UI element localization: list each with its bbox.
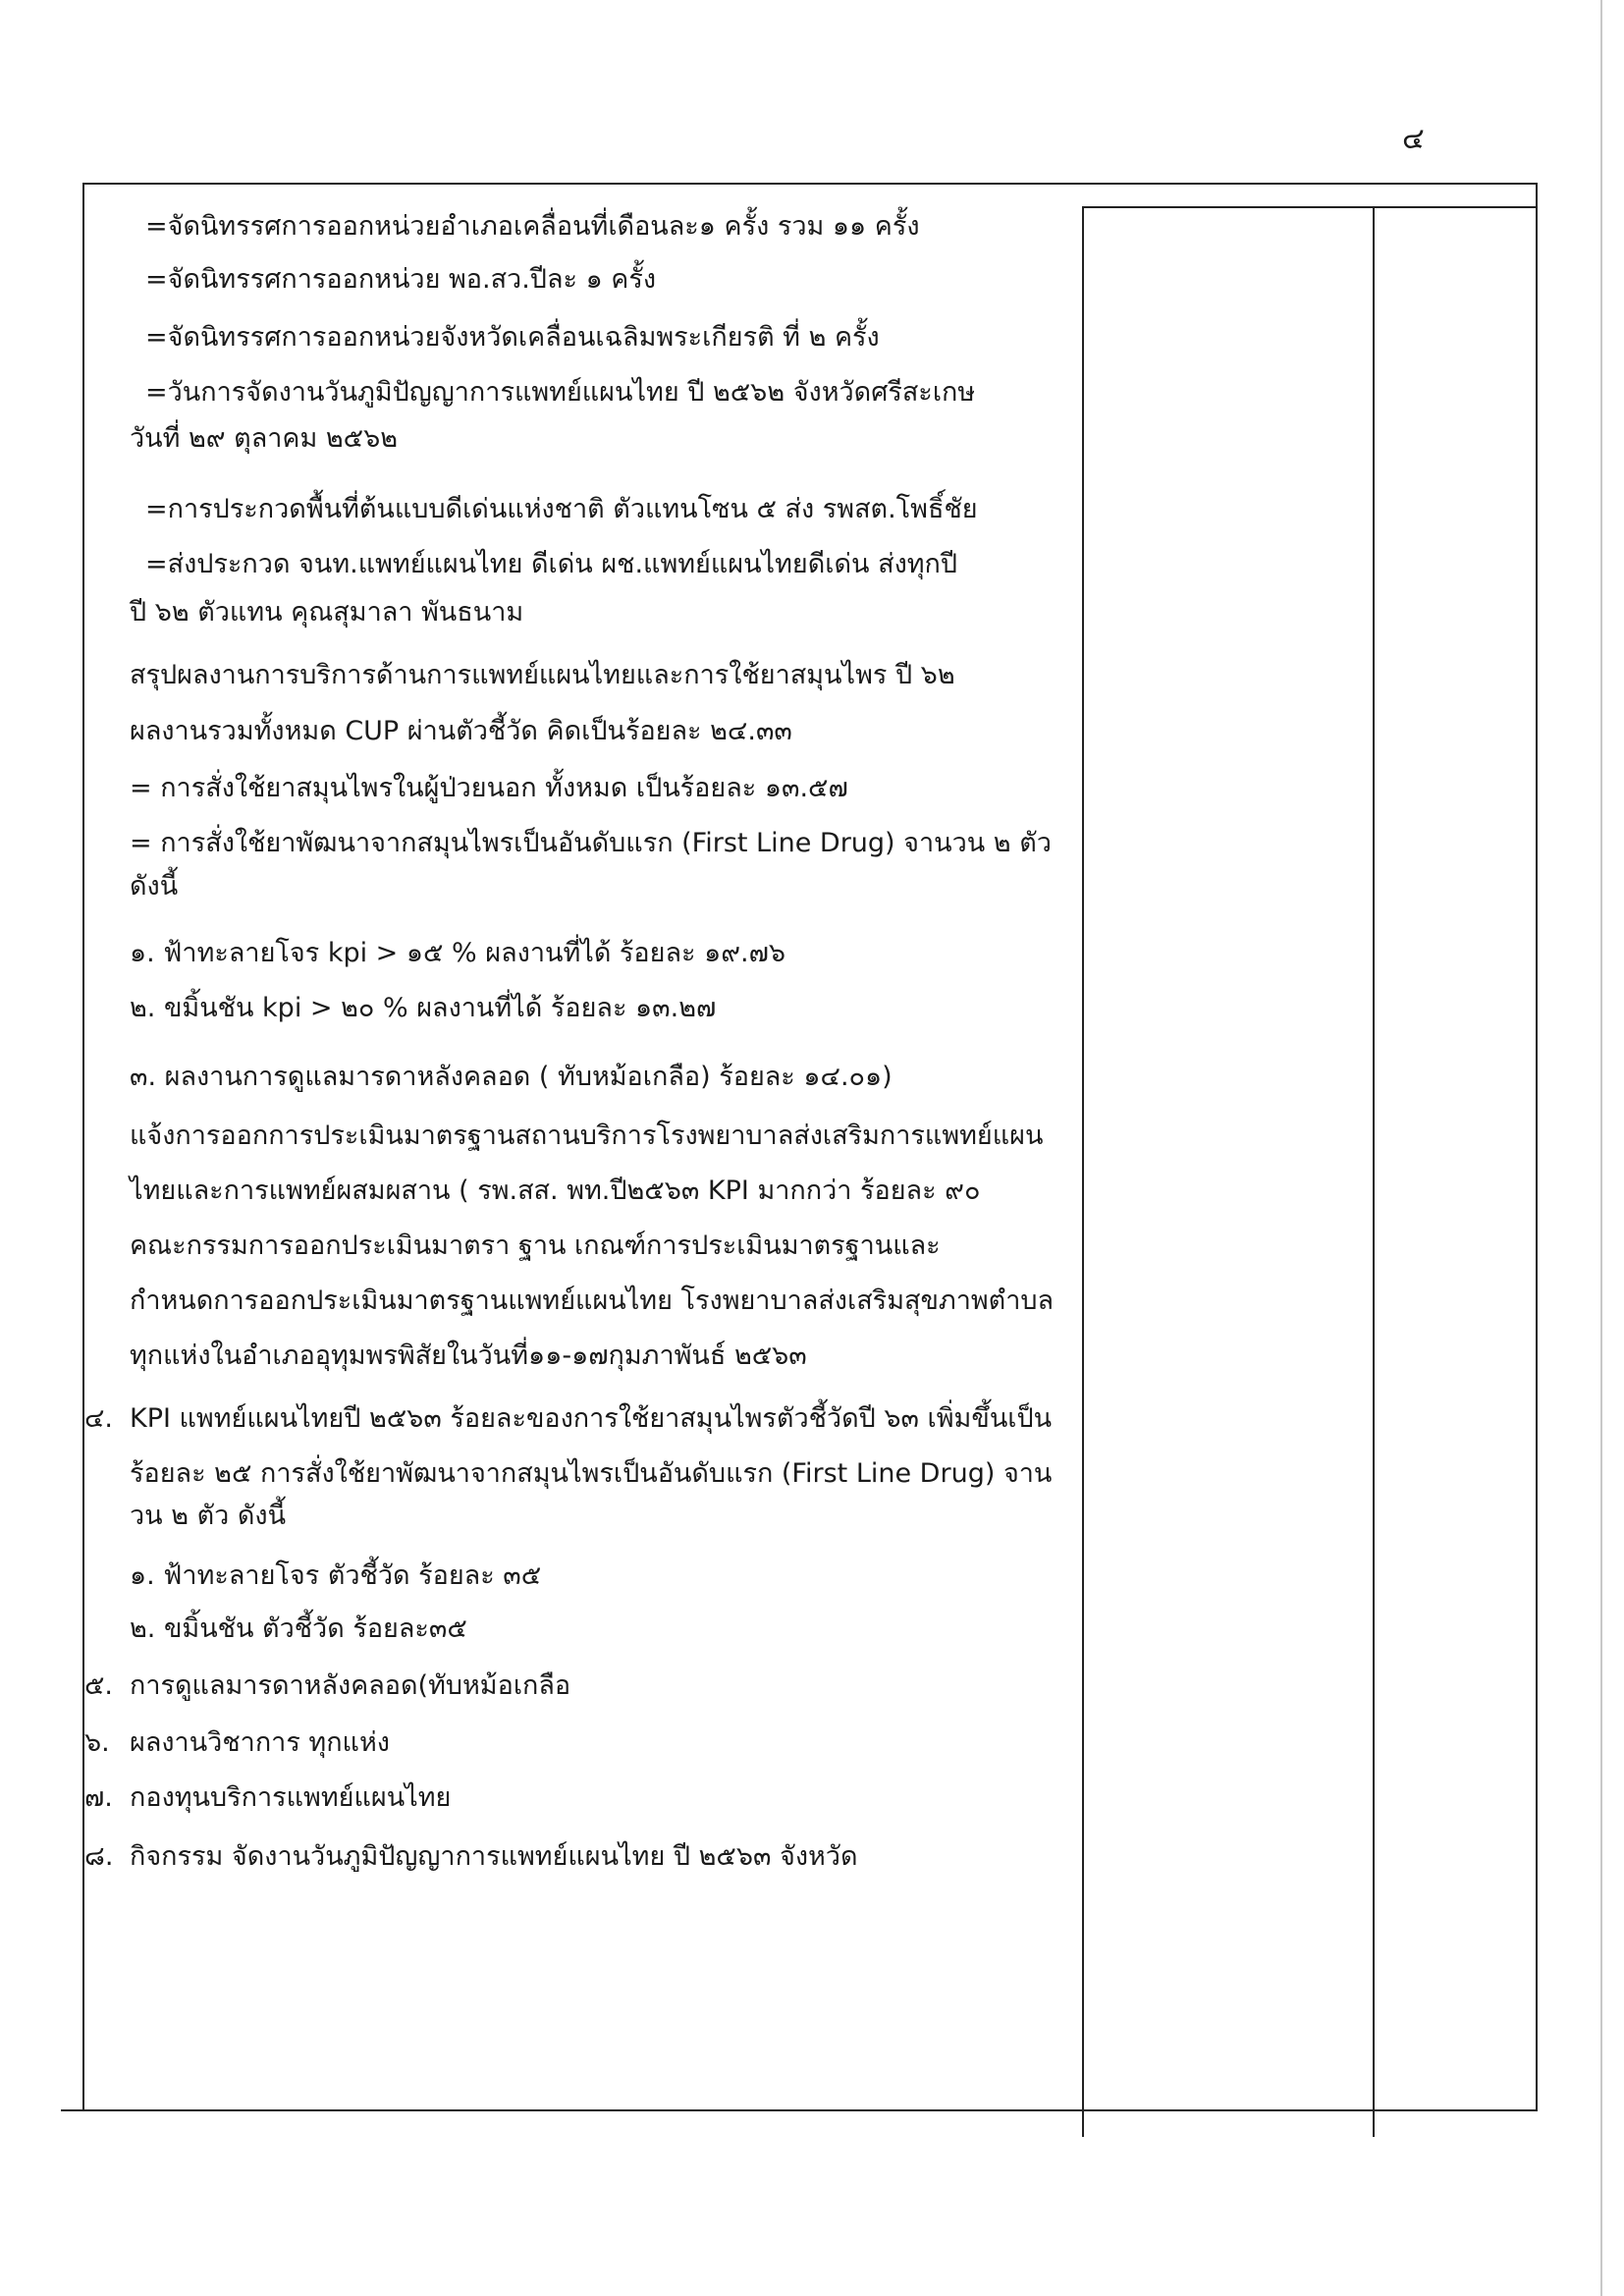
text-line: ปี ๖๒ ตัวแทน คุณสุมาลา พันธนาม [130,597,524,628]
item-number: ๕. [84,1670,114,1701]
text-line: กำหนดการออกประเมินมาตรฐานแพทย์แผนไทย โรงพยาบาลส่งเสริมสุขภาพตำบล [130,1285,1055,1316]
text-line: ๑. ฟ้าทะลายโจร kpi > ๑๕ % ผลงานที่ได้ ร้อยละ ๑๙.๗๖ [130,938,786,968]
text-line: =ส่งประกวด จนท.แพทย์แผนไทย ดีเด่น ผช.แพทย์แผนไทยดีเด่น ส่งทุกปี [145,549,958,579]
page-number: ๔ [1402,122,1425,156]
text-line: = การสั่งใช้ยาพัฒนาจากสมุนไพรเป็นอันดับแรก (First Line Drug) จานวน ๒ ตัว [130,828,1052,858]
item-number: ๖. [84,1727,110,1758]
table-bottom-border [61,2109,1538,2111]
text-line: =จัดนิทรรศการออกหน่วยจังหวัดเคลื่อนเฉลิมพระเกียรติ ที่ ๒ ครั้ง [145,322,880,353]
column-divider-1 [1082,206,1084,2137]
item-text: ๑. ฟ้าทะลายโจร ตัวชี้วัด ร้อยละ ๓๕ [130,1560,542,1591]
text-line: =การประกวดพื้นที่ต้นแบบดีเด่นแห่งชาติ ตัวแทนโซน ๕ ส่ง รพสต.โพธิ์ชัย [145,494,978,524]
item-text: ร้อยละ ๒๕ การสั่งใช้ยาพัฒนาจากสมุนไพรเป็นอันดับแรก (First Line Drug) จาน [130,1458,1053,1489]
text-line: = การสั่งใช้ยาสมุนไพรในผู้ป่วยนอก ทั้งหมด เป็นร้อยละ ๑๓.๕๗ [130,773,848,803]
item-text: วน ๒ ตัว ดังนี้ [130,1501,287,1531]
text-line: ๓. ผลงานการดูแลมารดาหลังคลอด ( ทับหม้อเกลือ) ร้อยละ ๑๔.๐๑) [130,1062,893,1092]
item-number: ๘. [84,1841,114,1872]
column-divider-2 [1373,206,1375,2137]
item-text: KPI แพทย์แผนไทยปี ๒๕๖๓ ร้อยละของการใช้ยาสมุนไพรตัวชี้วัดปี ๖๓ เพิ่มขึ้นเป็น [130,1403,1053,1434]
text-line: ผลงานรวมทั้งหมด CUP ผ่านตัวชี้วัด คิดเป็นร้อยละ ๒๔.๓๓ [130,716,792,746]
text-line: =จัดนิทรรศการออกหน่วยอำเภอเคลื่อนที่เดือนละ๑ ครั้ง รวม ๑๑ ครั้ง [145,211,920,242]
scan-edge [1600,0,1602,2296]
text-line: คณะกรรมการออกประเมินมาตรา ฐาน เกณฑ์การประเมินมาตรฐานและ [130,1230,941,1261]
text-line: สรุปผลงานการบริการด้านการแพทย์แผนไทยและการใช้ยาสมุนไพร ปี ๖๒ [130,660,955,690]
item-text: ผลงานวิชาการ ทุกแห่ง [130,1727,390,1758]
text-line: ไทยและการแพทย์ผสมผสาน ( รพ.สส. พท.ปี๒๕๖๓ KPI มากกว่า ร้อยละ ๙๐ [130,1175,981,1206]
text-line: แจ้งการออกการประเมินมาตรฐานสถานบริการโรงพยาบาลส่งเสริมการแพทย์แผน [130,1121,1044,1151]
text-line: ๒. ขมิ้นชัน kpi > ๒๐ % ผลงานที่ได้ ร้อยละ ๑๓.๒๗ [130,993,717,1023]
item-text: กิจกรรม จัดงานวันภูมิปัญญาการแพทย์แผนไทย ปี ๒๕๖๓ จังหวัด [130,1841,858,1872]
item-number: ๔. [84,1403,114,1434]
text-line: วันที่ ๒๙ ตุลาคม ๒๕๖๒ [130,423,399,454]
item-number: ๗. [84,1782,113,1813]
item-text: กองทุนบริการแพทย์แผนไทย [130,1782,452,1813]
right-columns-top-border [1082,206,1538,208]
text-line: =จัดนิทรรศการออกหน่วย พอ.สว.ปีละ ๑ ครั้ง [145,264,657,295]
text-line: ทุกแห่งในอำเภออุทุมพรพิสัยในวันที่๑๑-๑๗กุมภาพันธ์ ๒๕๖๓ [130,1340,807,1371]
item-text: ๒. ขมิ้นชัน ตัวชี้วัด ร้อยละ๓๕ [130,1613,467,1644]
text-line: ดังนี้ [130,871,179,902]
item-text: การดูแลมารดาหลังคลอด(ทับหม้อเกลือ [130,1670,571,1701]
text-line: =วันการจัดงานวันภูมิปัญญาการแพทย์แผนไทย ปี ๒๕๖๒ จังหวัดศรีสะเกษ [145,377,976,408]
